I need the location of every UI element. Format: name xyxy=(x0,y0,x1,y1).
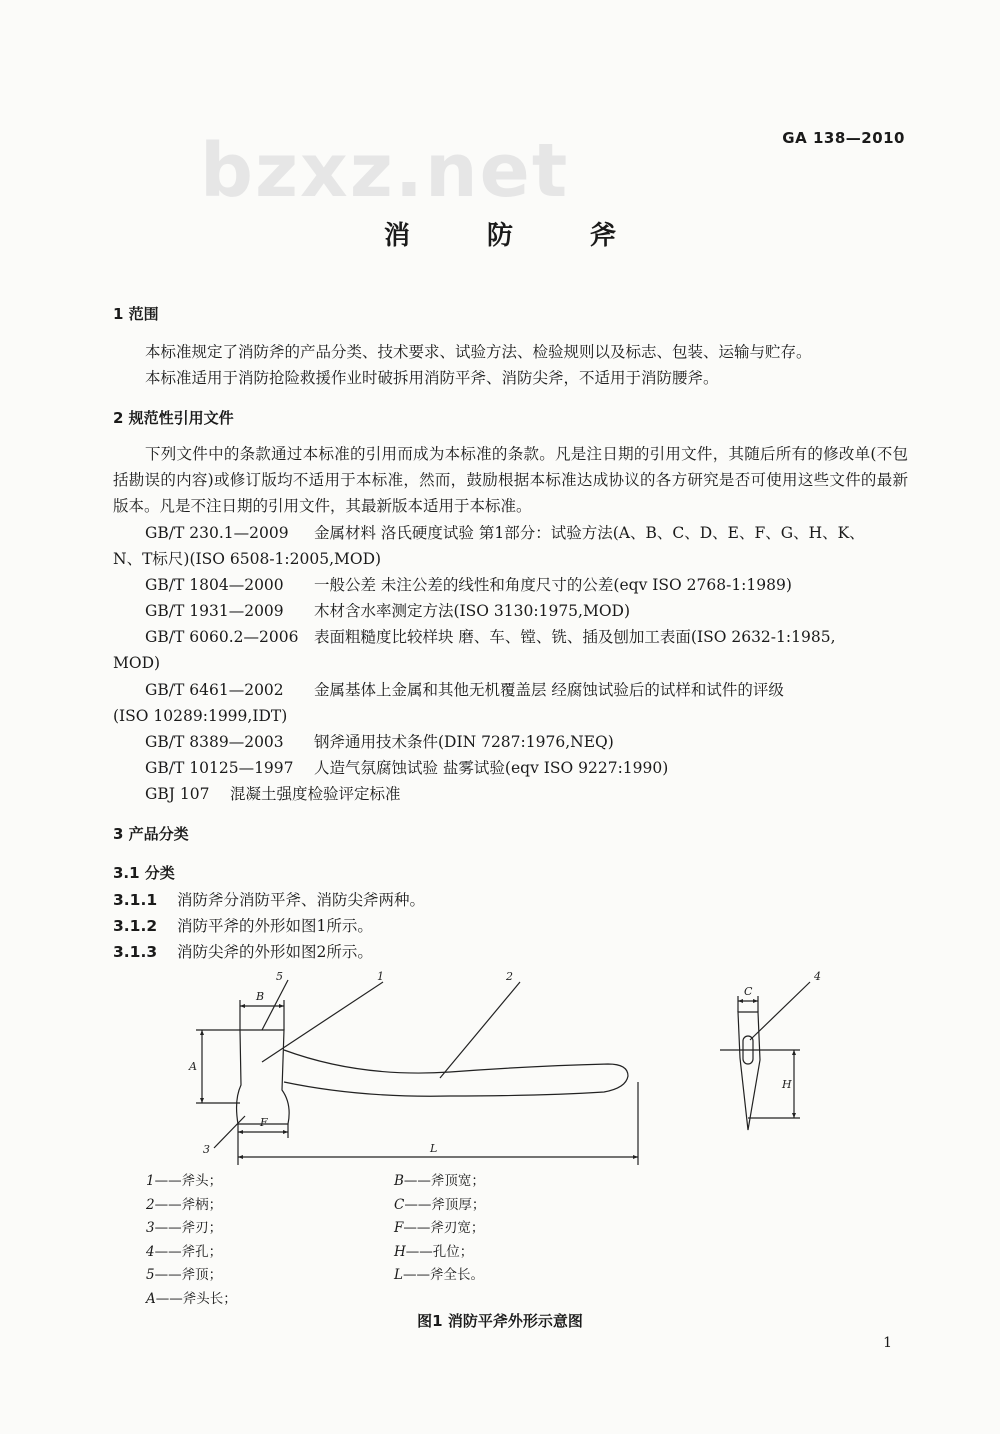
reference-item xyxy=(113,677,913,703)
reference-text: 金属材料 洛氏硬度试验 第1部分：试验方法(A、B、C、D、E、F、G、H、K、 xyxy=(314,524,865,542)
figure-legend-left xyxy=(146,1170,237,1311)
section-1-para-1: 本标准规定了消防斧的产品分类、技术要求、试验方法、检验规则以及标志、包装、运输与贮存。 xyxy=(145,343,812,361)
document-title: 消 防 斧 xyxy=(383,221,651,251)
reference-code: GB/T 1804—2000 xyxy=(145,576,284,594)
legend-key: 4 xyxy=(146,1243,155,1260)
standard-code: GA 138—2010 xyxy=(782,129,905,147)
reference-text: 混凝土强度检验评定标准 xyxy=(230,785,401,803)
dim-H-label: H xyxy=(782,1078,792,1091)
dim-C-label: C xyxy=(744,985,753,998)
legend-key: F xyxy=(394,1220,404,1236)
clause-item xyxy=(113,940,373,962)
legend-item xyxy=(394,1170,485,1194)
callout-3: 3 xyxy=(203,1143,210,1156)
reference-text: 一般公差 未注公差的线性和角度尺寸的公差(eqv ISO 2768-1:1989) xyxy=(314,576,792,594)
clause-number: 3.1.2 xyxy=(113,917,158,935)
legend-key: C xyxy=(394,1196,405,1213)
reference-continuation: MOD) xyxy=(113,654,161,672)
dim-B-label: B xyxy=(256,990,265,1003)
reference-continuation: N、T标尺)(ISO 6508-1:2005,MOD) xyxy=(113,550,382,568)
legend-key: B xyxy=(394,1173,404,1189)
section-2-heading: 2 规范性引用文件 xyxy=(113,409,234,427)
legend-label: ——斧头长； xyxy=(155,1290,237,1307)
dim-A-label: A xyxy=(189,1060,197,1073)
reference-code: GB/T 6461—2002 xyxy=(145,681,284,699)
callout-2: 2 xyxy=(506,970,513,983)
reference-code: GB/T 1931—2009 xyxy=(145,602,284,620)
callout-5: 5 xyxy=(276,970,283,983)
reference-item xyxy=(113,781,913,807)
reference-code: GB/T 10125—1997 xyxy=(145,759,294,777)
section-3-heading: 3 产品分类 xyxy=(113,825,189,843)
legend-label: ——斧柄； xyxy=(154,1196,223,1213)
figure-legend-right xyxy=(394,1170,485,1288)
legend-item xyxy=(146,1170,237,1194)
legend-key: L xyxy=(394,1267,403,1283)
clause-item xyxy=(113,914,373,936)
legend-item xyxy=(146,1264,237,1288)
callout-1: 1 xyxy=(377,970,384,983)
axe-handle-outline xyxy=(284,1050,628,1096)
legend-label: ——孔位； xyxy=(405,1243,474,1260)
reference-code: GB/T 6060.2—2006 xyxy=(145,628,299,646)
reference-text: 钢斧通用技术条件(DIN 7287:1976,NEQ) xyxy=(314,733,614,751)
legend-key: H xyxy=(394,1243,406,1260)
dim-L-label: L xyxy=(430,1142,438,1155)
section-1-heading: 1 范围 xyxy=(113,305,159,323)
reference-item xyxy=(113,572,913,598)
clause-text: 消防尖斧的外形如图2所示。 xyxy=(177,943,373,961)
figure-caption: 图1 消防平斧外形示意图 xyxy=(417,1312,583,1330)
legend-item xyxy=(146,1194,237,1218)
reference-text: 人造气氛腐蚀试验 盐雾试验(eqv ISO 9227:1990) xyxy=(314,759,669,777)
dim-F-label: F xyxy=(260,1116,268,1129)
subsection-3-1-heading: 3.1 分类 xyxy=(113,864,175,882)
watermark: bzxz.net xyxy=(200,128,570,214)
reference-code: GB/T 8389—2003 xyxy=(145,733,284,751)
page-number: 1 xyxy=(883,1335,892,1351)
legend-item xyxy=(394,1264,485,1288)
reference-item xyxy=(113,729,913,755)
clause-item xyxy=(113,888,425,910)
clause-text: 消防平斧的外形如图1所示。 xyxy=(177,917,373,935)
axe-head-outline xyxy=(237,1030,290,1124)
legend-key: 1 xyxy=(146,1173,155,1189)
legend-item xyxy=(394,1217,485,1241)
reference-code: GBJ 107 xyxy=(145,785,210,803)
reference-text: 金属基体上金属和其他无机覆盖层 经腐蚀试验后的试样和试件的评级 xyxy=(314,681,784,699)
legend-label: ——斧刃宽； xyxy=(403,1220,485,1236)
axe-diagram xyxy=(0,960,1000,1170)
reference-item xyxy=(113,598,913,624)
pointed-axe-outline xyxy=(738,1012,760,1130)
callout-4: 4 xyxy=(814,970,821,983)
legend-key: A xyxy=(146,1290,156,1307)
legend-label: ——斧全长。 xyxy=(402,1267,484,1283)
section-1-para-2: 本标准适用于消防抢险救援作业时破拆用消防平斧、消防尖斧，不适用于消防腰斧。 xyxy=(145,369,719,387)
legend-label: ——斧孔； xyxy=(154,1243,223,1260)
clause-text: 消防斧分消防平斧、消防尖斧两种。 xyxy=(177,891,426,909)
legend-key: 5 xyxy=(146,1267,155,1283)
legend-label: ——斧顶宽； xyxy=(403,1173,485,1189)
section-2-intro: 下列文件中的条款通过本标准的引用而成为本标准的条款。凡是注日期的引用文件，其随后所有的修改单(不包括勘误的内容)或修订版均不适用于本标准，然而，鼓励根据本标准达成协议的各方研究是否可使用这些文件的最新版本。凡是不注日期的引用文件，其最新版本适用于本标准。 xyxy=(113,445,908,515)
reference-item xyxy=(113,755,913,781)
legend-label: ——斧顶； xyxy=(154,1267,223,1283)
legend-key: 2 xyxy=(146,1196,155,1213)
reference-text: 木材含水率测定方法(ISO 3130:1975,MOD) xyxy=(314,602,631,620)
legend-label: ——斧顶厚； xyxy=(404,1196,486,1213)
legend-item xyxy=(394,1194,485,1218)
legend-item xyxy=(146,1241,237,1265)
reference-text: 表面粗糙度比较样块 磨、车、镗、铣、插及刨加工表面(ISO 2632-1:1985, xyxy=(314,628,836,646)
legend-key: 3 xyxy=(146,1220,155,1236)
legend-item xyxy=(146,1217,237,1241)
legend-item xyxy=(394,1241,485,1265)
legend-item xyxy=(146,1288,237,1312)
clause-number: 3.1.1 xyxy=(113,891,158,909)
clause-number: 3.1.3 xyxy=(113,943,158,961)
reference-item xyxy=(113,520,913,546)
reference-continuation: (ISO 10289:1999,IDT) xyxy=(113,707,288,725)
legend-label: ——斧刃； xyxy=(154,1220,223,1236)
reference-item xyxy=(113,624,913,650)
legend-label: ——斧头； xyxy=(154,1173,223,1189)
reference-code: GB/T 230.1—2009 xyxy=(145,524,289,542)
